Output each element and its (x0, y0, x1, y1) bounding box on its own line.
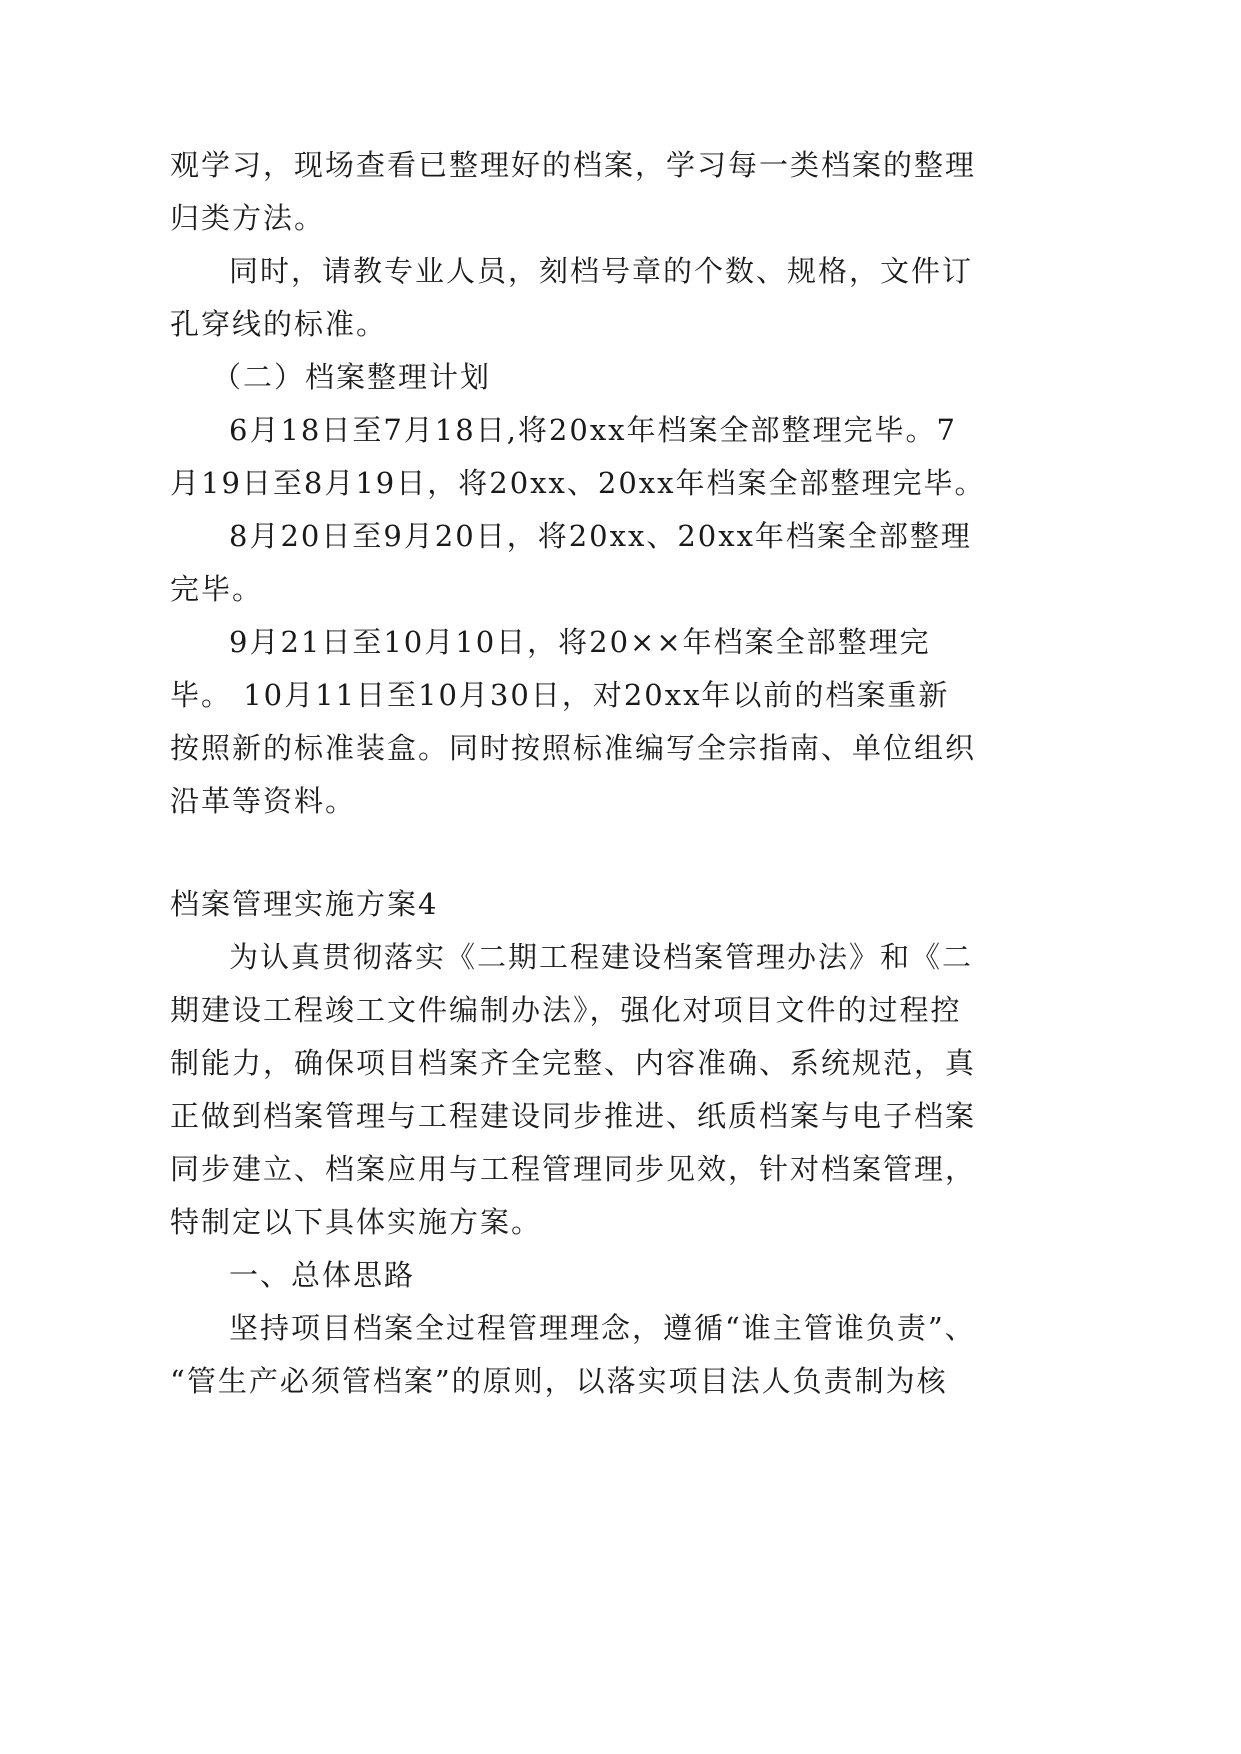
body-text-line: 制能力，确保项目档案齐全完整、内容准确、系统规范，真 (170, 1046, 977, 1080)
paragraph-start-line: 9月21日至10月10日，将20××年档案全部整理完 (229, 625, 931, 659)
body-text-line: “管生产必须管档案”的原则，以落实项目法人负责制为核 (170, 1364, 948, 1398)
body-text-line: 按照新的标准装盒。同时按照标准编写全宗指南、单位组织 (170, 731, 977, 765)
body-text-line: 归类方法。 (170, 201, 326, 235)
body-text-line: 观学习，现场查看已整理好的档案，学习每一类档案的整理 (170, 148, 977, 182)
body-text-line: 毕。 10月11日至10月30日，对20xx年以前的档案重新 (170, 678, 950, 712)
section-heading: （二）档案整理计划 (212, 360, 492, 394)
section-heading: 一、总体思路 (229, 1258, 416, 1292)
paragraph-start-line: 坚持项目档案全过程管理理念，遵循“谁主管谁负责”、 (229, 1311, 976, 1345)
paragraph-start-line: 同时，请教专业人员，刻档号章的个数、规格，文件订 (229, 254, 974, 288)
body-text-line: 月19日至8月19日，将20xx、20xx年档案全部整理完毕。 (170, 466, 986, 500)
body-text-line: 特制定以下具体实施方案。 (170, 1205, 543, 1239)
body-text-line: 完毕。 (170, 572, 264, 606)
body-text-line: 孔穿线的标准。 (170, 307, 388, 341)
body-text-line: 正做到档案管理与工程建设同步推进、纸质档案与电子档案 (170, 1099, 977, 1133)
paragraph-start-line: 8月20日至9月20日，将20xx、20xx年档案全部整理 (229, 519, 972, 553)
document-title: 档案管理实施方案4 (170, 887, 439, 921)
body-text-line: 期建设工程竣工文件编制办法》，强化对项目文件的过程控 (170, 993, 962, 1027)
body-text-line: 沿革等资料。 (170, 784, 357, 818)
paragraph-start-line: 6月18日至7月18日,将20xx年档案全部整理完毕。7 (229, 413, 957, 447)
body-text-line: 同步建立、档案应用与工程管理同步见效，针对档案管理， (170, 1152, 977, 1186)
paragraph-start-line: 为认真贯彻落实《二期工程建设档案管理办法》和《二 (229, 940, 974, 974)
